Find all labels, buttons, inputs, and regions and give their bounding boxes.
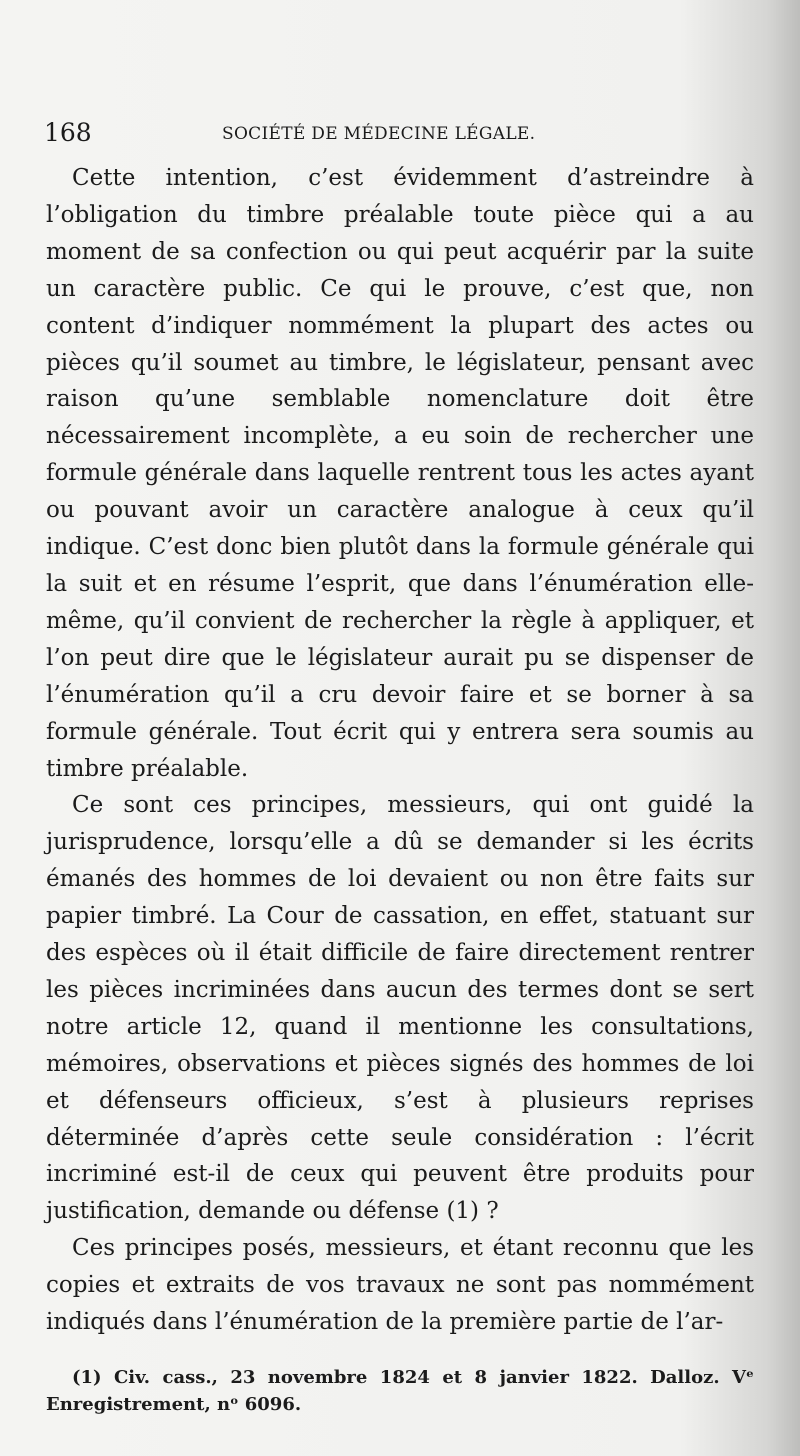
page-header (44, 118, 756, 148)
paragraph: Ces principes posés, messieurs, et étant reconnu que les copies et extraits de vos travaux ne sont pas nommément indiqués dans l’énumération de la première partie de l’ar- (46, 1235, 754, 1336)
paragraph: Ce sont ces principes, messieurs, qui ont guidé la jurisprudence, lorsqu’elle a dû se demander si les écrits émanés des hommes de loi devaient ou non être faits sur papier timbré. La Cour de cassation, en effet, statuant sur des espèces où il était difficile de faire directement rentrer les pièces incriminées dans aucun des termes dont se sert notre article 12, quand il mentionne les consultations, mémoires, observations et pièces signés des hommes de loi et défenseurs officieux, s’est à plusieurs reprises déterminée d’après cette seule considération : l’écrit incriminé est-il de ceux qui peuvent être produits pour justification, demande ou défense (1) ? (46, 792, 754, 1225)
paragraph: Cette intention, c’est évidemment d’astreindre à l’obligation du timbre préalable toute pièce qui a au moment de sa confection ou qui peut acquérir par la suite un caractère public. Ce qui le prouve, c’est que, non content d’indiquer nommément la plupart des actes ou pièces qu’il soumet au timbre, le législateur, pensant avec raison qu’une semblable nomenclature doit être nécessairement incomplète, a eu soin de rechercher une formule générale dans laquelle rentrent tous les actes ayant ou pouvant avoir un caractère analogue à ceux qu’il indique. C’est donc bien plutôt dans la formule générale qui la suit et en résume l’esprit, que dans l’énumération elle-même, qu’il convient de rechercher la règle à appliquer, et l’on peut dire que le législateur aurait pu se dispenser de l’énumération qu’il a cru devoir faire et se borner à sa formule générale. Tout écrit qui y entrera sera soumis au timbre préalable. (46, 165, 754, 782)
body-text (46, 160, 754, 1341)
footnotes (46, 1364, 754, 1418)
footnote: (1) Civ. cass., 23 novembre 1824 et 8 janvier 1822. Dalloz. Vᵉ Enregistrement, nᵒ 6096. (46, 1367, 754, 1415)
running-title: SOCIÉTÉ DE MÉDECINE LÉGALE. (222, 124, 536, 144)
page-number: 168 (44, 118, 92, 147)
